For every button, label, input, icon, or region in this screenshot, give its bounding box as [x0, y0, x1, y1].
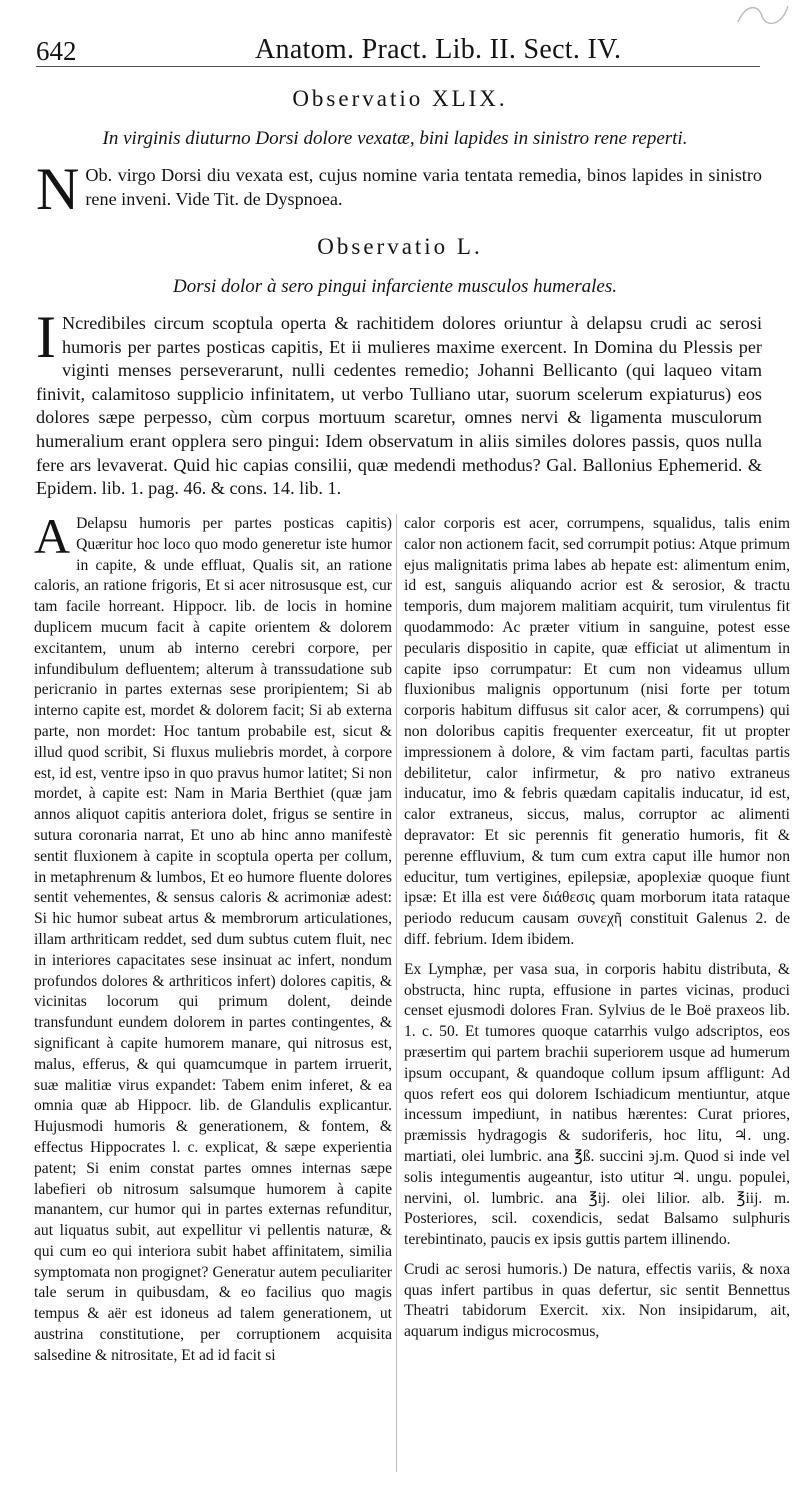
commentary-paragraph: Ex Lymphæ, per vasa sua, in corporis habitu distributa, & obstructa, hinc rupta, effusione in partes vicinas, produci censet ejusmodi dolores Fran. Sylvius de le Boë praxeos lib. 1. c. 50. Et tumores quoque catarrhis vulgo adscriptos, eos præsertim qui partem brachii superiorem usque ad humerum ipsum occupant, & quandoque collum ipsum affligunt: Ad quos refert eos qui dolorem Ischiadicum mentiuntur, atque incessum impediunt, in natibus hærentes: Curat priores, præmissis hydragogis & sudoriferis, hoc litu, ♃. ung. martiati, olei lumbric. ana ℥ß. succini ϶j.m. Quod si inde vel solis integumentis augeantur, isto utitur ♃. ungu. populei, nervini, ol. lumbric. ana ℥ij. olei lilior. alb. ℥iij. m. Posteriores, scil. coxendicis, sedat Balsamo sulphuris terebintinato, paucis ex ipsis guttis partem illinendo. — [404, 960, 790, 1249]
commentary-paragraph: Delapsu humoris per partes posticas capitis) Quæritur hoc loco quo modo generetur iste humor in capite, & unde effluat, Qualis sit, an ratione caloris, an ratione frigoris, Et si acer nitrosusque est, cur tam facile horreant. Hippocr. lib. de locis in homine duplicem mucum facit à capite orientem & dolorem excitantem, unum ab interno cerebri corpore, per infundibulum defluentem; alterum à transsudatione sub pericranio in partes externas sese proripientem; Si ab interno capite est, mordet & dolorem facit; Si ab externa parte, non mordet: Hoc tantum probabile est, sicut & illud quod scribit, Si fluxus muliebris mordet, à corpore est, id est, ventre ipso in quo pravus humor latitet; Si non mordet, à capite est: Nam in Maria Berthiet (quæ jam annos aliquot capitis anteriora dolet, frigus se sentire in sutura coronaria narrat, Et uno ab hinc anno manifestè sentit fluxionem à capite in scoptula operta per collum, in metaphrenum & lumbos, Et eo humore fluente dolores sentit vehementes, & sensus caloris & acrimoniæ adest: Si hic humor subeat artus & membrorum articulationes, illam arthriticam reddet, sed dum subtus cutem fluit, nec in interiores capacitates sese insinuat ac infert, nondum profundos dolores & arthriticos infert) dolores capitis, & vicinitas locorum qui primum dolent, deinde transfundunt eundem dolorem in partes contingentes, & significant à capite humorem manare, qui nitrosus est, malus, efferus, & qui quamcumque in partem irruerit, suæ malitiæ virus expandet: Tabem enim inferet, & ea omnia quæ ab Hippocr. lib. de Glandulis explicantur. Hujusmodi humoris & generationem, & fontem, & effectus Hippocrates l. c. explicat, & sæpe experientia patent; Si enim constat partes omnes internas sæpe labefieri ob nitrosum salsumque humorem à capite manantem, cur humor qui in partes externas refunditur, aut liquatus subit, aut expellitur vi pellentis naturæ, & qui cum eo qui interiora subit habet affinitatem, similia symptomata non progignet? Generatur autem peculiariter tale serum in quibusdam, & eo facilius quo magis tempus & aër est idoneus ad talem generationem, ut austrina constitutione, per corruptionem acquisita salsedine & nitrositate, Et ad id facit si — [34, 515, 392, 1364]
page-number: 642 — [36, 36, 77, 66]
running-head: Anatom. Pract. Lib. II. Sect. IV. — [255, 34, 622, 65]
observation-50-subtitle: Dorsi dolor à sero pingui infarciente musculos humerales. — [172, 276, 617, 297]
observation-50-text: Ncredibiles circum scoptula operta & rachitidem dolores oriuntur à delapsu crudi ac serosi humoris per partes posticas capitis, Et ii mulieres maxime exercent. In Domina du Plessis per viginti menses perseverarunt, nulli cedentes remedio; Johanni Bellicanto (qui laqueo vitam finivit, calamitoso supplicio infinitatem, ut verbo Tulliano utar, suorum scelerum expiaturus) eos dolores sæpe perpesso, cùm corpus mortuum scaretur, omnes nervi & ligamenta musculorum humeralium erant opplera sero pingui: Idem observatum in aliis similes dolores passis, quos nulla fere ars levaverat. Quid hic capias consilii, quæ medendi methodus? Gal. Ballonius Ephemerid. & Epidem. lib. 1. pag. 46. & cons. 14. lib. 1. — [36, 313, 762, 499]
header-rule — [36, 66, 760, 67]
commentary-right-column — [404, 514, 790, 1352]
drop-cap: A — [34, 508, 71, 564]
running-header — [30, 24, 760, 68]
observation-50-body — [36, 304, 762, 501]
drop-cap: N — [36, 156, 80, 222]
observation-49-body — [36, 156, 762, 222]
observation-49-subtitle: In virginis diuturno Dorsi dolore vexatæ, bini lapides in sinistro rene reperti. — [102, 128, 688, 149]
commentary-paragraph: calor corporis est acer, corrumpens, squalidus, talis enim calor non actionem facit, sed corrumpit potius: Atque primum ejus malignitatis prima labes ab hepate est: alimentum enim, id est, sanguis aliquando acrior est & serosior, & tractu temporis, dum majorem malitiam acquirit, tum virulentus fit quodammodo: Ac præter vitium in sanguine, potest esse pecularis dispositio in capite, quæ efficiat ut alimentum in capite ipso corrumpatur: Et cum non videamus ullum fluxionibus malignis opportunum (nisi forte per totum corporis habitum diffusus sit calor acer, & corrumpens) qui non doloribus capitis frequenter exerceatur, fit ut propter impressionem à dolore, & vim factam parti, facultas partis debilitetur, calor infirmetur, & pro nativo extraneus inducatur, imo & febris quædam capitalis inducatur, id est, calor extraneus, siccus, malus, corruptor ac alimenti depravator: Et sic perennis fit generatio humoris, fit & perenne effluvium, & tum cum extra caput ille humor non educitur, tum vertigines, epilepsiæ, apoplexiæ quoque fiunt ipsæ: Et illa est vere διάθεσις quam morborum itata rataque periodo reducum causam συνεχῆ constituit Galenus 2. de diff. febrium. Idem ibidem. — [404, 515, 790, 948]
drop-cap: I — [36, 304, 56, 370]
commentary-left-column — [34, 508, 392, 1376]
pen-mark-icon — [732, 0, 792, 30]
observation-50-title: Observatio L. — [317, 234, 483, 259]
commentary-columns — [34, 508, 790, 1479]
column-divider — [396, 514, 397, 1472]
commentary-paragraph: Crudi ac serosi humoris.) De natura, effectis variis, & noxa quas infert partibus in quas defertur, sic sentit Bennettus Theatri tabidorum Exercit. xix. Non insipidarum, ait, aquarum indigus microcosmus, — [404, 1260, 790, 1341]
observation-49-text: Ob. virgo Dorsi diu vexata est, cujus nomine varia tentata remedia, binos lapides in sinistro rene inveni. Vide Tit. de Dyspnoea. — [85, 165, 762, 209]
observation-49-title: Observatio XLIX. — [292, 86, 508, 111]
